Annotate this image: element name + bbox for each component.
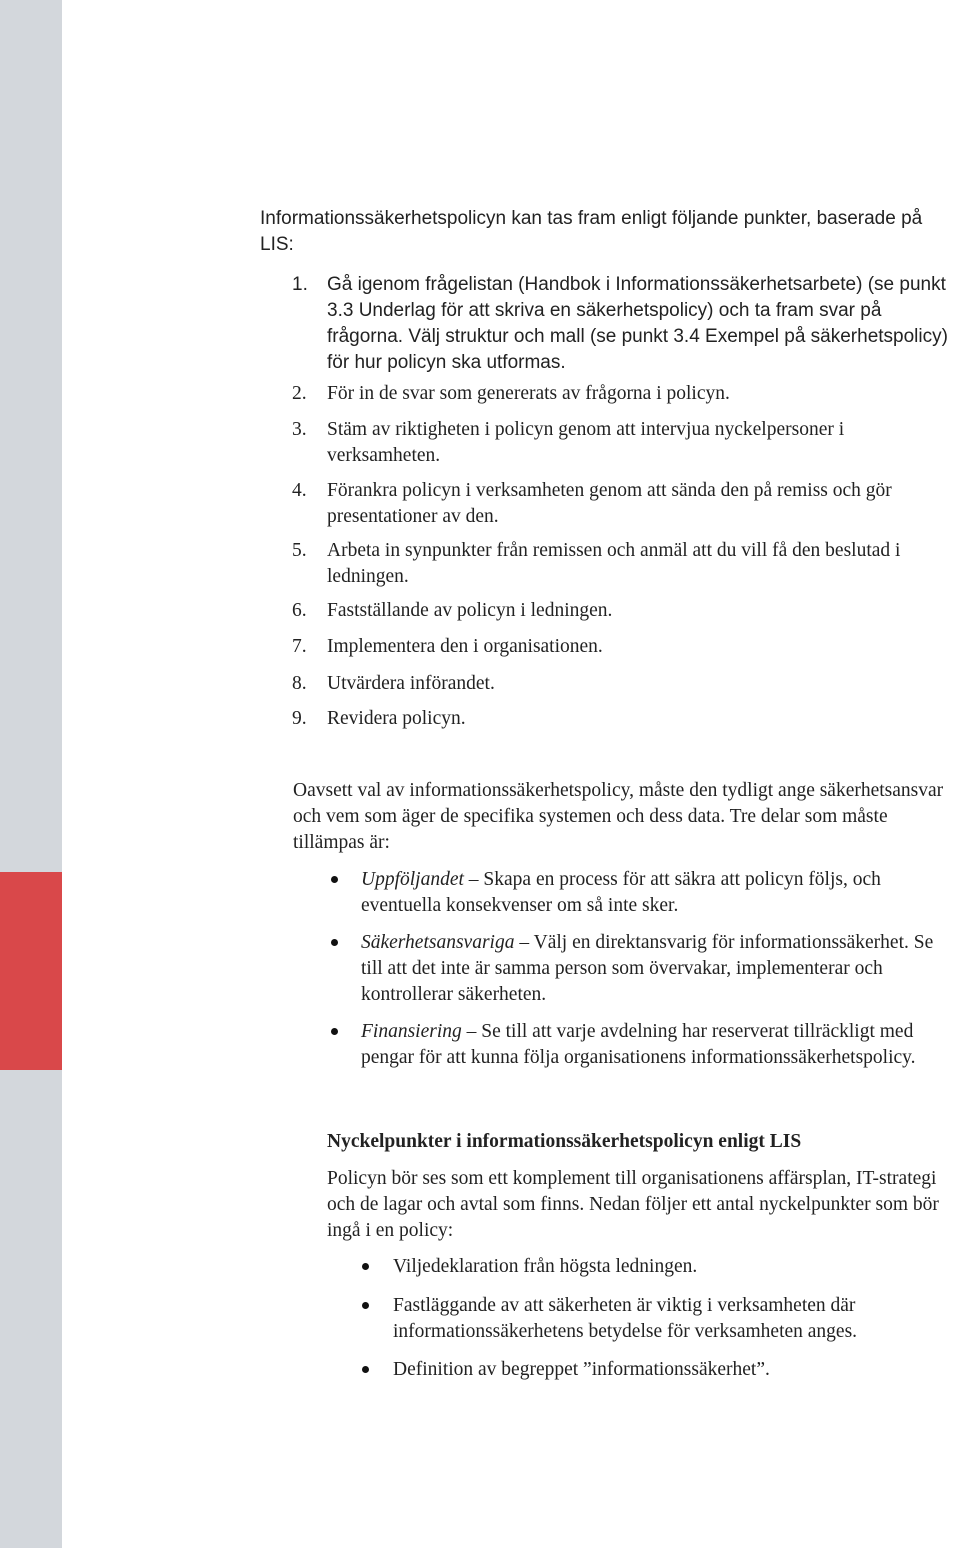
key-point-item: Viljedeklaration från högsta ledningen. bbox=[393, 1256, 698, 1277]
step-text: Fastställande av policyn i ledningen. bbox=[327, 600, 613, 621]
step-text: Implementera den i organisationen. bbox=[327, 636, 603, 657]
bullet-icon bbox=[362, 1263, 369, 1270]
step-number: 5. bbox=[292, 540, 307, 561]
chapter-tab-marker bbox=[0, 872, 62, 1070]
step-number: 7. bbox=[292, 636, 307, 657]
intro-text: Informationssäkerhetspolicyn kan tas fram enligt följande punkter, baserade på LIS: bbox=[260, 208, 923, 255]
section-heading: Nyckelpunkter i informationssäkerhetspolicyn enligt LIS bbox=[327, 1131, 802, 1152]
bullet-icon bbox=[362, 1302, 369, 1309]
step-text: För in de svar som genererats av frågorna i policyn. bbox=[327, 383, 730, 404]
step-text: Stäm av riktigheten i policyn genom att intervjua nyckelpersoner i verksamheten. bbox=[327, 419, 845, 466]
side-margin-strip bbox=[0, 0, 62, 1548]
step-number: 9. bbox=[292, 708, 307, 729]
part-term: Finansiering bbox=[361, 1021, 462, 1042]
part-text: Se till att varje avdelning har reserverat tillräckligt med pengar för att kunna följa organisationens informationssäkerhetspolicy. bbox=[361, 1021, 916, 1068]
part-dash: – bbox=[514, 932, 534, 953]
bullet-icon bbox=[362, 1366, 369, 1373]
step-text: Revidera policyn. bbox=[327, 708, 466, 729]
step-text: Gå igenom frågelistan (Handbok i Informationssäkerhetsarbete) (se punkt 3.3 Underlag för att skriva en säkerhetspolicy) och ta fram svar på frågorna. Välj struktur och mall (se punkt 3.4 Exempel på säkerhetspolicy) för hur policyn ska utformas. bbox=[327, 274, 948, 373]
step-number: 6. bbox=[292, 600, 307, 621]
responsibility-paragraph: Oavsett val av informationssäkerhetspolicy, måste den tydligt ange säkerhetsansvar och vem som äger de specifika systemen och dess data. Tre delar som måste tillämpas är: bbox=[293, 780, 944, 853]
step-number: 3. bbox=[292, 419, 307, 440]
key-point-item: Definition av begreppet ”informationssäkerhet”. bbox=[393, 1359, 770, 1380]
part-item bbox=[361, 1019, 959, 1071]
part-dash: – bbox=[463, 869, 484, 890]
step-number: 8. bbox=[292, 673, 307, 694]
bullet-icon bbox=[331, 876, 338, 883]
part-term: Uppföljandet bbox=[361, 869, 464, 890]
bullet-icon bbox=[331, 939, 338, 946]
part-term: Säkerhetsansvariga bbox=[361, 932, 515, 953]
bullet-icon bbox=[331, 1028, 338, 1035]
step-text: Arbeta in synpunkter från remissen och anmäl att du vill få den beslutad i ledningen. bbox=[327, 540, 901, 587]
step-number: 1. bbox=[292, 274, 308, 295]
part-dash: – bbox=[461, 1021, 482, 1042]
heading-paragraph: Policyn bör ses som ett komplement till organisationens affärsplan, IT-strategi och de lagar och avtal som finns. Nedan följer ett antal nyckelpunkter som bör ingå i en policy: bbox=[327, 1168, 939, 1241]
part-text: Skapa en process för att säkra att policyn följs, och eventuella konsekvenser om så inte sker. bbox=[361, 869, 881, 916]
part-text: Välj en direktansvarig för informationssäkerhet. Se till att det inte är samma person som övervakar, implementerar och kontrollerar säkerheten. bbox=[361, 932, 934, 1005]
part-item bbox=[361, 867, 951, 919]
part-item bbox=[361, 930, 959, 1008]
step-text: Förankra policyn i verksamheten genom att sända den på remiss och gör presentationer av den. bbox=[327, 480, 892, 527]
step-number: 4. bbox=[292, 480, 307, 501]
step-text: Utvärdera införandet. bbox=[327, 673, 495, 694]
step-number: 2. bbox=[292, 383, 307, 404]
key-point-item: Fastläggande av att säkerheten är viktig i verksamheten där informationssäkerhetens betydelse för verksamheten anges. bbox=[393, 1295, 858, 1342]
